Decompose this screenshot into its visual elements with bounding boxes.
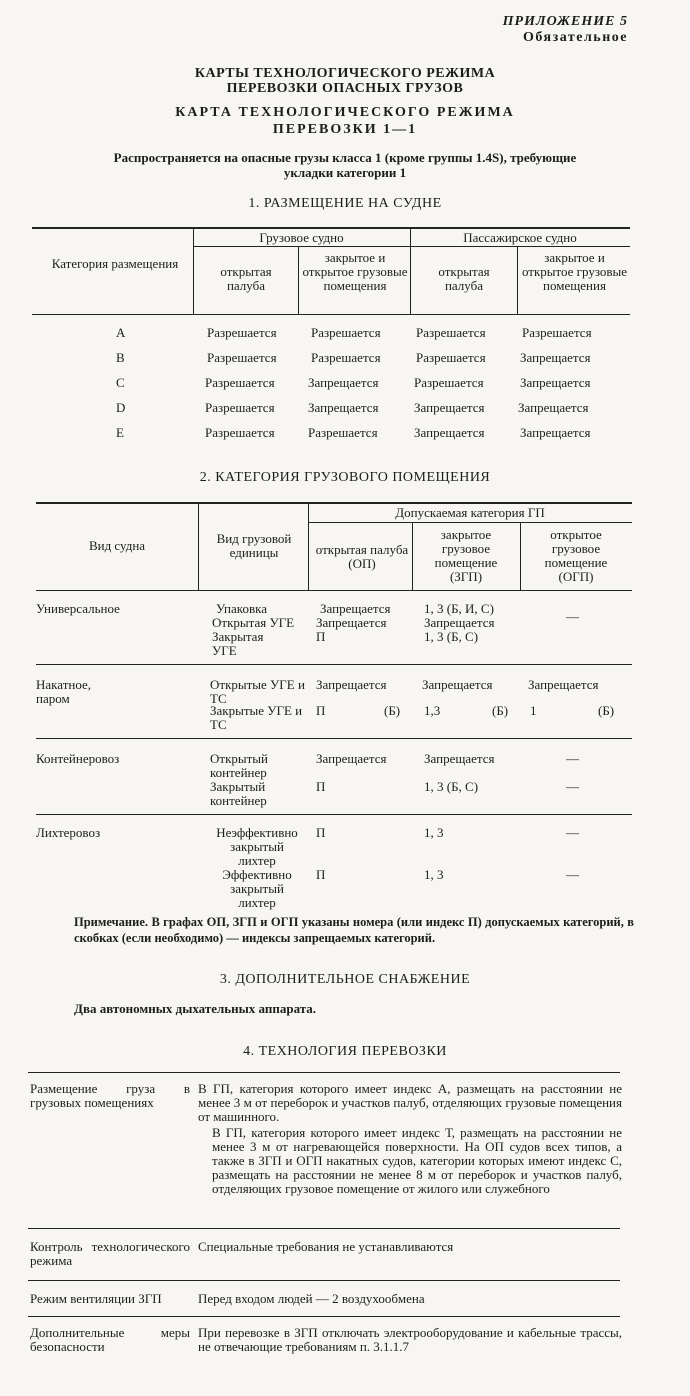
appendix-number: ПРИЛОЖЕНИЕ 5	[502, 14, 628, 29]
op-exclusion: (Б)	[384, 703, 401, 718]
row-category: D	[116, 400, 126, 415]
op-value: Запрещается	[316, 615, 387, 630]
unit-name: Открытые УГЕ и ТС	[210, 677, 305, 706]
op-value: П	[316, 703, 326, 718]
sub-open-deck-passenger: открытая палуба	[438, 264, 490, 293]
row-category: E	[116, 425, 124, 440]
section3-heading: 3. ДОПОЛНИТЕЛЬНОЕ СНАБЖЕНИЕ	[219, 972, 471, 987]
unit-name: Закрытые УГЕ и ТС	[210, 703, 303, 732]
row-value: Запрещается	[308, 400, 379, 415]
row-value: Запрещается	[414, 400, 485, 415]
row-value: Разрешается	[205, 425, 275, 440]
ogp-value: 1	[530, 703, 537, 718]
row-value: Разрешается	[207, 325, 277, 340]
section1-heading: 1. РАЗМЕЩЕНИЕ НА СУДНЕ	[248, 196, 442, 211]
unit-name: Неэффективно закрытый лихтер	[216, 825, 298, 868]
section4-heading: 4. ТЕХНОЛОГИЯ ПЕРЕВОЗКИ	[243, 1044, 447, 1059]
unit-name: Упаковка	[216, 601, 267, 616]
op-value: П	[316, 779, 326, 794]
row-value: Разрешается	[414, 375, 484, 390]
row-value: Разрешается	[311, 350, 381, 365]
row-label: Размещение груза в грузовых помещениях	[30, 1081, 190, 1110]
col-category-header: Категория размещения	[51, 256, 179, 271]
zgp-value: 1, 3 (Б, С)	[424, 629, 479, 644]
row-value: Запрещается	[308, 375, 379, 390]
row-category: A	[116, 325, 126, 340]
row-value: Разрешается	[522, 325, 592, 340]
op-value: Запрещается	[316, 751, 387, 766]
unit-name: Закрытая УГЕ	[212, 629, 264, 658]
ogp-value: —	[566, 779, 579, 794]
sub-open-deck-cargo: открытая палуба	[220, 264, 272, 293]
row-label: Дополнительные меры безопасности	[30, 1325, 190, 1354]
row-value: Запрещается	[520, 375, 591, 390]
unit-name: Открытый контейнер	[210, 751, 268, 780]
ogp-value: —	[566, 751, 579, 766]
row-value: Разрешается	[205, 375, 275, 390]
section2-heading: 2. КАТЕГОРИЯ ГРУЗОВОГО ПОМЕЩЕНИЯ	[199, 470, 491, 485]
zgp-value: 1, 3 (Б, И, С)	[424, 601, 494, 616]
sub-ogp-header: открытое грузовое помещение (ОГП)	[544, 527, 608, 584]
zgp-value: 1,3	[424, 703, 441, 718]
row-text: В ГП, категория которого имеет индекс Т, размещать на расстоянии не менее 3 м от нагревающейся поверхности. На ОП судов всех типов, а также в ЗГП и ОГП накатных судов, категории которых имеют индекс С, размещать на расстоянии не менее 8 м от переборок и участков палуб, отделяющих грузовое помещение от жилого или служебного	[212, 1125, 622, 1196]
op-value: Запрещается	[320, 601, 391, 616]
appendix-label	[503, 14, 628, 46]
op-value: П	[316, 867, 326, 882]
main-title: КАРТЫ ТЕХНОЛОГИЧЕСКОГО РЕЖИМА ПЕРЕВОЗКИ ОПАСНЫХ ГРУЗОВ	[194, 66, 496, 96]
row-text: Специальные требования не устанавливаются	[198, 1239, 454, 1254]
group-allowed-category: Допускаемая категория ГП	[395, 505, 545, 520]
ogp-value: —	[566, 609, 579, 624]
unit-name: Закрытый контейнер	[210, 779, 267, 808]
sub-closed-holds-passenger: закрытое и открытое грузовые помещения	[521, 250, 628, 293]
sub-op-header: открытая палуба (ОП)	[315, 542, 409, 571]
row-value: Запрещается	[520, 350, 591, 365]
row-label: Режим вентиляции ЗГП	[30, 1291, 162, 1306]
intro-line2: укладки категории 1	[283, 165, 407, 180]
col-unit-header: Вид грузовой единицы	[216, 531, 292, 560]
zgp-value: 1, 3	[424, 825, 444, 840]
row-text: В ГП, категория которого имеет индекс А, размещать на расстоянии не менее 3 м от переборок и участков палуб, отделяющих грузовые помещения от машинного.	[198, 1081, 622, 1124]
equipment-text: Два автономных дыхательных аппарата.	[74, 1001, 317, 1016]
row-category: C	[116, 375, 125, 390]
op-value: П	[316, 629, 326, 644]
zgp-value: Запрещается	[424, 615, 495, 630]
ogp-value: —	[566, 867, 579, 882]
op-value: П	[316, 825, 326, 840]
vessel-name: Универсальное	[36, 601, 120, 616]
intro-text	[50, 150, 640, 180]
appendix-status: Обязательное	[522, 30, 628, 45]
vessel-name: Контейнеровоз	[36, 751, 120, 766]
card-title	[40, 104, 650, 138]
row-value: Разрешается	[311, 325, 381, 340]
row-value: Разрешается	[205, 400, 275, 415]
table-note	[74, 914, 634, 946]
zgp-value: Запрещается	[424, 751, 495, 766]
zgp-value: 1, 3	[424, 867, 444, 882]
unit-name: Открытая УГЕ	[212, 615, 295, 630]
vessel-name: Накатное, паром	[36, 677, 92, 706]
ogp-value: —	[566, 825, 579, 840]
sub-zgp-header: закрытое грузовое помещение (ЗГП)	[434, 527, 498, 584]
row-text: Перед входом людей — 2 воздухообмена	[198, 1291, 425, 1306]
row-value: Разрешается	[207, 350, 277, 365]
note-label: Примечание.	[74, 915, 149, 929]
row-category: B	[116, 350, 125, 365]
row-value: Запрещается	[520, 425, 591, 440]
ogp-value: Запрещается	[528, 677, 599, 692]
op-value: Запрещается	[316, 677, 387, 692]
row-value: Разрешается	[308, 425, 378, 440]
col-vessel-header: Вид судна	[88, 538, 146, 553]
zgp-value: 1, 3 (Б, С)	[424, 779, 479, 794]
card-title-line2: ПЕРЕВОЗКИ 1—1	[272, 122, 418, 137]
row-text: При перевозке в ЗГП отключать электрооборудование и кабельные трассы, не отвечающие требованиям п. 3.1.1.7	[198, 1325, 622, 1354]
zgp-value: Запрещается	[422, 677, 493, 692]
ogp-exclusion: (Б)	[598, 703, 615, 718]
note-text: В графах ОП, ЗГП и ОГП указаны номера (или индекс П) допускаемых категорий, в скобках (если необходимо) — индексы запрещаемых категорий.	[74, 915, 635, 945]
sub-closed-holds-cargo: закрытое и открытое грузовые помещения	[302, 250, 408, 293]
row-value: Разрешается	[416, 325, 486, 340]
zgp-exclusion: (Б)	[492, 703, 509, 718]
vessel-name: Лихтеровоз	[36, 825, 101, 840]
card-title-line1: КАРТА ТЕХНОЛОГИЧЕСКОГО РЕЖИМА	[175, 105, 515, 120]
unit-name: Эффективно закрытый лихтер	[222, 867, 292, 910]
row-value: Запрещается	[414, 425, 485, 440]
row-value: Разрешается	[416, 350, 486, 365]
row-label: Контроль технологического режима	[30, 1239, 190, 1268]
row-value: Запрещается	[518, 400, 589, 415]
group-cargo-vessel: Грузовое судно	[259, 230, 344, 245]
group-passenger-vessel: Пассажирское судно	[463, 230, 577, 245]
intro-line1: Распространяется на опасные грузы класса 1 (кроме группы 1.4S), требующие	[113, 150, 577, 165]
